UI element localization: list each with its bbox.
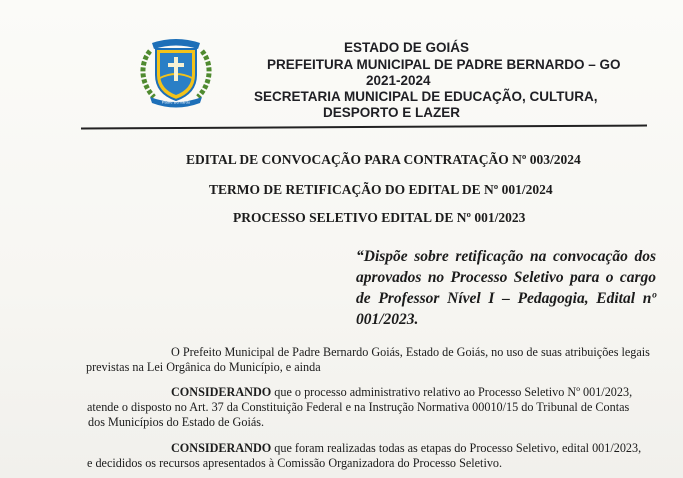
- header-state: ESTADO DE GOIÁS: [344, 40, 470, 55]
- municipal-coat-of-arms: [136, 33, 216, 108]
- laurel-right: [198, 51, 209, 97]
- title-termo: TERMO DE RETIFICAÇÃO DO EDITAL DE Nº 001/2024: [209, 182, 553, 197]
- crest-ribbon-text: Padre Bernardo: [161, 99, 191, 105]
- paragraph-3-text: que foram realizadas todas as etapas do Processo Seletivo, edital 001/2023,: [271, 441, 642, 455]
- title-edital: EDITAL DE CONVOCAÇÃO PARA CONTRATAÇÃO Nº 003/2024: [186, 152, 581, 167]
- paragraph-2-text: que o processo administrativo relativo ao Processo Seletivo Nº 001/2023,: [271, 385, 633, 399]
- ementa: “Dispõe sobre retificação na convocação dos aprovados no Processo Seletivo para o cargo de Professor Nível I – Pedagogia, Edital nº 001/2023.: [356, 248, 656, 328]
- considerando-label: CONSIDERANDO: [171, 441, 272, 455]
- paragraph-3-line-1: [171, 441, 641, 456]
- header-prefecture: PREFEITURA MUNICIPAL DE PADRE BERNARDO – GO: [267, 57, 621, 72]
- paragraph-1-line-1: O Prefeito Municipal de Padre Bernardo Goiás, Estado de Goiás, no uso de suas atribuições legais: [171, 345, 650, 359]
- laurel-left: [143, 51, 154, 97]
- header-secretariat-line2: DESPORTO E LAZER: [323, 105, 461, 120]
- cross-icon: [174, 57, 178, 81]
- paragraph-2-line-2: atende o disposto no Art. 37 da Constituição Federal e na Instrução Normativa 00010/15 do Tribunal de Contas: [87, 400, 630, 414]
- header-term: 2021-2024: [366, 73, 431, 88]
- paragraph-2-line-3: dos Municípios do Estado de Goiás.: [88, 415, 265, 429]
- paragraph-1-line-2: previstas na Lei Orgânica do Município, e ainda: [86, 360, 321, 374]
- title-processo: PROCESSO SELETIVO EDITAL DE Nº 001/2023: [233, 210, 526, 225]
- paragraph-2-line-1: [171, 385, 632, 400]
- crest-top-ribbon: [152, 39, 200, 49]
- header-secretariat-line1: SECRETARIA MUNICIPAL DE EDUCAÇÃO, CULTURA,: [254, 89, 598, 104]
- paragraph-3-line-2: e decididos os recursos apresentados à Comissão Organizadora do Processo Seletivo.: [87, 456, 503, 470]
- considerando-label: CONSIDERANDO: [171, 385, 272, 399]
- header-divider: [81, 125, 647, 130]
